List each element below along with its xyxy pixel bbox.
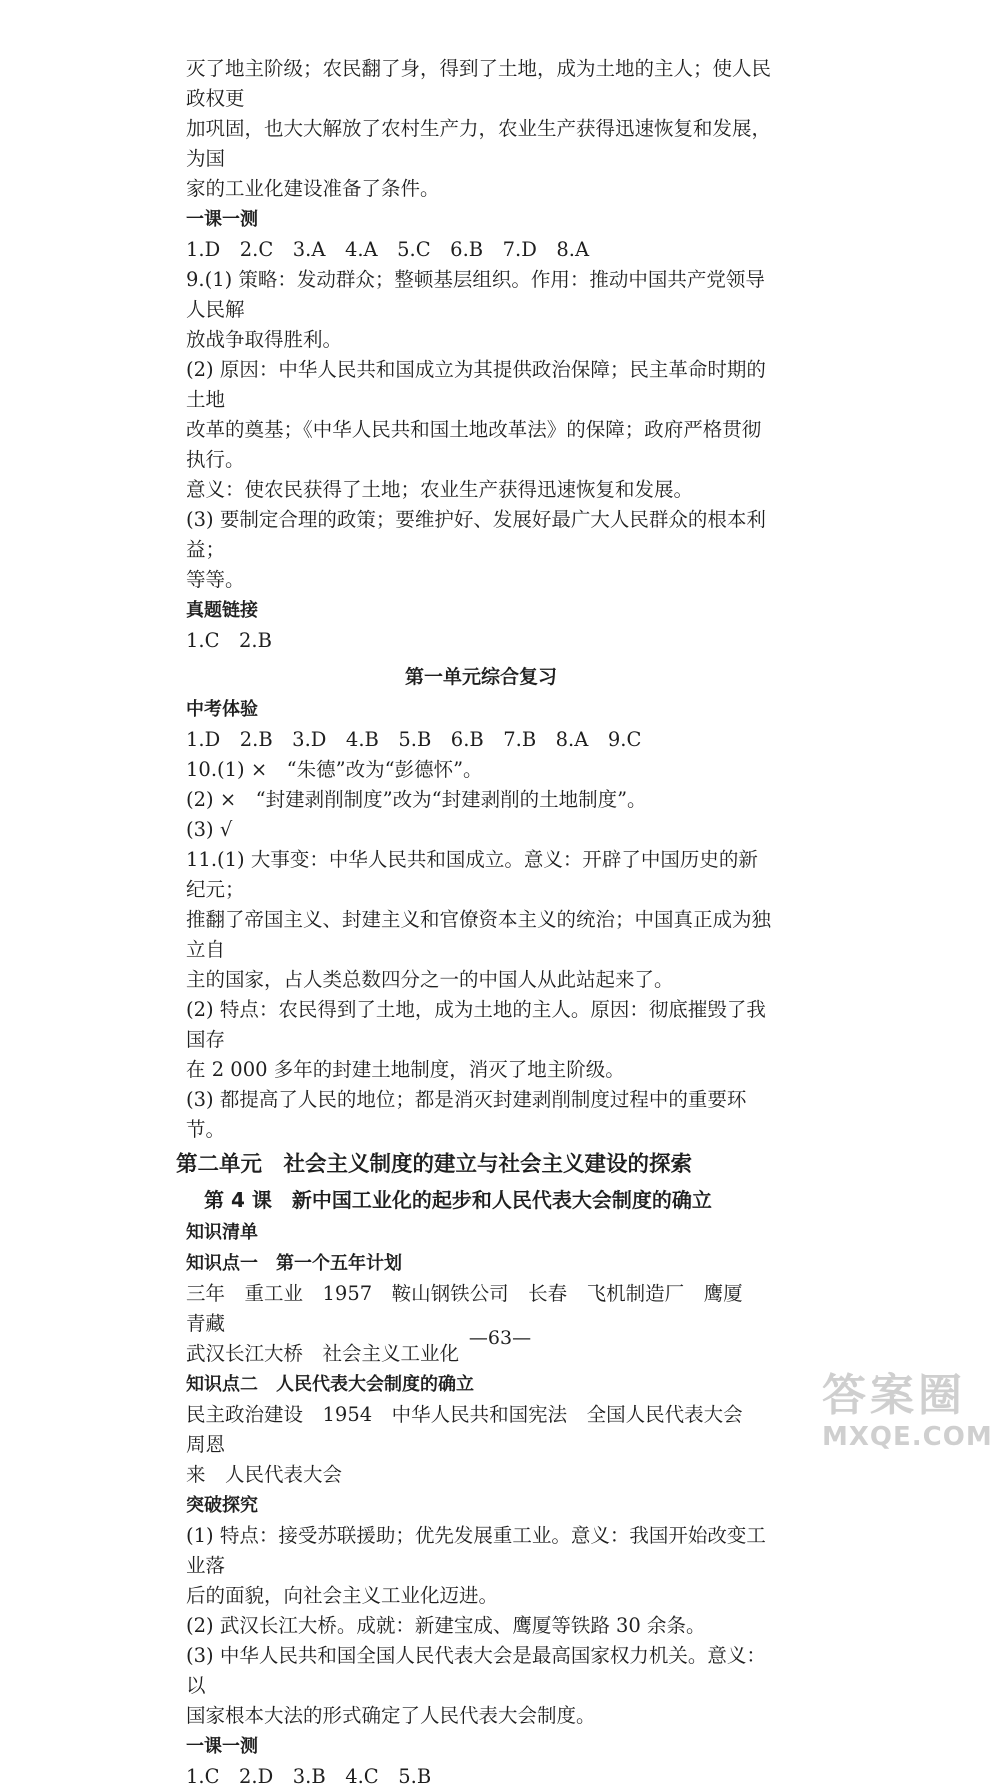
text-line: (3) 中华人民共和国全国人民代表大会是最高国家权力机关。意义：以 <box>186 1644 766 1697</box>
text-line: (2) 特点：农民得到了土地，成为土地的主人。原因：彻底摧毁了我国存 <box>186 998 766 1051</box>
text-line: 民主政治建设 1954 中华人民共和国宪法 全国人民代表大会 周恩 <box>186 1403 763 1456</box>
answer-key-line: 1.D 2.B 3.D 4.B 5.B 6.B 7.B 8.A 9.C <box>186 728 642 751</box>
text-line: 国家根本大法的形式确定了人民代表大会制度。 <box>186 1704 596 1727</box>
text-line: 加巩固，也大大解放了农村生产力，农业生产获得迅速恢复和发展，为国 <box>186 117 772 170</box>
text-line: 11.(1) 大事变：中华人民共和国成立。意义：开辟了中国历史的新纪元； <box>186 848 758 901</box>
text-line: (2) × “封建剥削制度”改为“封建剥削的土地制度”。 <box>186 788 647 811</box>
text-line: 家的工业化建设准备了条件。 <box>186 177 440 200</box>
text-line: (2) 武汉长江大桥。成就：新建宝成、鹰厦等铁路 30 余条。 <box>186 1614 706 1637</box>
text-line: 9.(1) 策略：发动群众；整顿基层组织。作用：推动中国共产党领导人民解 <box>186 268 765 321</box>
lesson-four-title: 第 4 课 新中国工业化的起步和人民代表大会制度的确立 <box>204 1188 712 1212</box>
answer-key-line: 1.C 2.B <box>186 629 272 652</box>
text-line: 改革的奠基；《中华人民共和国土地改革法》的保障；政府严格贯彻执行。 <box>186 418 762 471</box>
unit-review-title: 第一单元综合复习 <box>404 666 557 688</box>
text-line: 在 2 000 多年的封建土地制度，消灭了地主阶级。 <box>186 1058 625 1081</box>
text-line: 来 人民代表大会 <box>186 1463 343 1486</box>
text-line: (3) 要制定合理的政策；要维护好、发展好最广大人民群众的根本利益； <box>186 508 766 561</box>
text-line: 后的面貌，向社会主义工业化迈进。 <box>186 1584 499 1607</box>
text-line: (3) 都提高了人民的地位；都是消灭封建剥削制度过程中的重要环节。 <box>186 1088 747 1141</box>
text-line: 意义：使农民获得了土地；农业生产获得迅速恢复和发展。 <box>186 478 694 501</box>
text-line: 等等。 <box>186 568 245 591</box>
knowledge-point-two-heading: 知识点二 人民代表大会制度的确立 <box>186 1374 474 1395</box>
text-line: 灭了地主阶级；农民翻了身，得到了土地，成为土地的主人；使人民政权更 <box>186 57 772 110</box>
watermark-url-text: MXQE.COM <box>822 1422 993 1452</box>
text-line: 三年 重工业 1957 鞍山钢铁公司 长春 飞机制造厂 鹰厦 青藏 <box>186 1282 763 1335</box>
section-heading-yikeyice: 一课一测 <box>186 1736 258 1757</box>
section-heading-yikeyice: 一课一测 <box>186 209 258 230</box>
text-line: 放战争取得胜利。 <box>186 328 343 351</box>
text-line: 10.(1) × “朱德”改为“彭德怀”。 <box>186 758 483 781</box>
knowledge-point-one-heading: 知识点一 第一个五年计划 <box>186 1253 402 1274</box>
text-line: (1) 特点：接受苏联援助；优先发展重工业。意义：我国开始改变工业落 <box>186 1524 766 1577</box>
watermark-logo <box>822 1370 992 1466</box>
section-heading-zhishiqingdan: 知识清单 <box>186 1222 258 1243</box>
text-line: 推翻了帝国主义、封建主义和官僚资本主义的统治；中国真正成为独立自 <box>186 908 772 961</box>
text-line: (3) √ <box>186 818 233 841</box>
watermark-top-text: 答案圈 <box>822 1370 966 1421</box>
page-number: —63— <box>468 1327 532 1349</box>
section-heading-zhongkaotiyan: 中考体验 <box>186 699 258 720</box>
text-line: 武汉长江大桥 社会主义工业化 <box>186 1342 460 1365</box>
answer-key-line: 1.C 2.D 3.B 4.C 5.B <box>186 1765 432 1788</box>
section-heading-zhentilianjie: 真题链接 <box>186 600 258 621</box>
section-heading-tupotanjiu: 突破探究 <box>186 1495 258 1516</box>
text-line: (2) 原因：中华人民共和国成立为其提供政治保障；民主革命时期的土地 <box>186 358 766 411</box>
text-line: 主的国家，占人类总数四分之一的中国人从此站起来了。 <box>186 968 674 991</box>
answer-page-content <box>176 54 776 1792</box>
unit-two-title: 第二单元 社会主义制度的建立与社会主义建设的探索 <box>176 1152 693 1177</box>
answer-key-line: 1.D 2.C 3.A 4.A 5.C 6.B 7.D 8.A <box>186 238 590 261</box>
